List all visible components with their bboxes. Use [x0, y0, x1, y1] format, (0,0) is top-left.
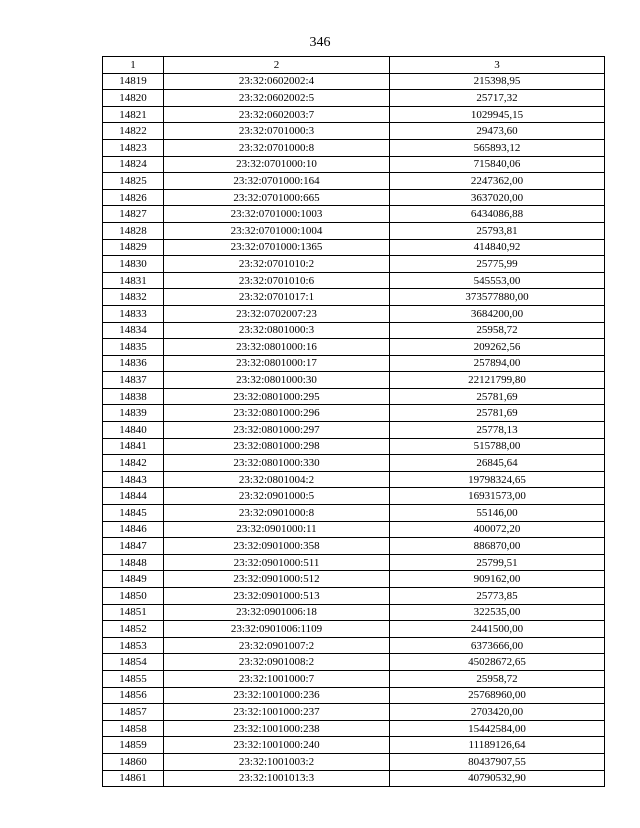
- row-number-cell: 14825: [103, 173, 164, 190]
- table-row: [103, 106, 605, 123]
- cadastral-number-cell: 23:32:0901000:358: [164, 538, 390, 555]
- table-row: [103, 438, 605, 455]
- data-table: [102, 56, 605, 787]
- row-number-cell: 14820: [103, 90, 164, 107]
- page-number: 346: [309, 35, 331, 50]
- row-number-cell: 14855: [103, 670, 164, 687]
- value-cell: 715840,06: [390, 156, 605, 173]
- table-row: [103, 90, 605, 107]
- row-number-cell: 14822: [103, 123, 164, 140]
- value-cell: 565893,12: [390, 139, 605, 156]
- table-row: [103, 588, 605, 605]
- value-cell: 26845,64: [390, 455, 605, 472]
- table-row: [103, 604, 605, 621]
- cadastral-number-cell: 23:32:0801000:297: [164, 422, 390, 439]
- cadastral-number-cell: 23:32:0701000:1004: [164, 222, 390, 239]
- table-row: [103, 670, 605, 687]
- table-row: [103, 289, 605, 306]
- value-cell: 209262,56: [390, 339, 605, 356]
- table-body: [103, 73, 605, 787]
- value-cell: 545553,00: [390, 272, 605, 289]
- cadastral-number-cell: 23:32:0701000:665: [164, 189, 390, 206]
- cadastral-number-cell: 23:32:0701000:3: [164, 123, 390, 140]
- row-number-cell: 14821: [103, 106, 164, 123]
- row-number-cell: 14854: [103, 654, 164, 671]
- cadastral-number-cell: 23:32:0701010:6: [164, 272, 390, 289]
- row-number-cell: 14823: [103, 139, 164, 156]
- table-header: [103, 57, 605, 74]
- value-cell: 15442584,00: [390, 720, 605, 737]
- row-number-cell: 14826: [103, 189, 164, 206]
- row-number-cell: 14833: [103, 305, 164, 322]
- row-number-cell: 14860: [103, 753, 164, 770]
- value-cell: 257894,00: [390, 355, 605, 372]
- table-row: [103, 571, 605, 588]
- table-row: [103, 720, 605, 737]
- row-number-cell: 14843: [103, 471, 164, 488]
- row-number-cell: 14844: [103, 488, 164, 505]
- cadastral-number-cell: 23:32:0701000:1003: [164, 206, 390, 223]
- table-row: [103, 538, 605, 555]
- row-number-cell: 14841: [103, 438, 164, 455]
- table-row: [103, 637, 605, 654]
- value-cell: 45028672,65: [390, 654, 605, 671]
- value-cell: 55146,00: [390, 505, 605, 522]
- cadastral-number-cell: 23:32:0901000:512: [164, 571, 390, 588]
- cadastral-number-cell: 23:32:0701000:164: [164, 173, 390, 190]
- cadastral-number-cell: 23:32:0901000:511: [164, 554, 390, 571]
- cadastral-number-cell: 23:32:1001000:240: [164, 737, 390, 754]
- row-number-cell: 14831: [103, 272, 164, 289]
- row-number-cell: 14832: [103, 289, 164, 306]
- table-row: [103, 355, 605, 372]
- row-number-cell: 14853: [103, 637, 164, 654]
- table-row: [103, 753, 605, 770]
- table-row: [103, 687, 605, 704]
- row-number-cell: 14859: [103, 737, 164, 754]
- cadastral-number-cell: 23:32:0901006:18: [164, 604, 390, 621]
- value-cell: 25717,32: [390, 90, 605, 107]
- cadastral-number-cell: 23:32:0801000:295: [164, 388, 390, 405]
- row-number-cell: 14828: [103, 222, 164, 239]
- cadastral-number-cell: 23:32:0901000:8: [164, 505, 390, 522]
- cadastral-number-cell: 23:32:0701000:1365: [164, 239, 390, 256]
- value-cell: 25781,69: [390, 388, 605, 405]
- cadastral-number-cell: 23:32:1001000:237: [164, 704, 390, 721]
- table-row: [103, 704, 605, 721]
- table-row: [103, 654, 605, 671]
- table-row: [103, 339, 605, 356]
- cadastral-number-cell: 23:32:0602002:5: [164, 90, 390, 107]
- value-cell: 6373666,00: [390, 637, 605, 654]
- row-number-cell: 14819: [103, 73, 164, 90]
- row-number-cell: 14829: [103, 239, 164, 256]
- cadastral-number-cell: 23:32:1001000:236: [164, 687, 390, 704]
- table-row: [103, 405, 605, 422]
- table-row: [103, 455, 605, 472]
- cadastral-number-cell: 23:32:1001000:238: [164, 720, 390, 737]
- value-cell: 886870,00: [390, 538, 605, 555]
- value-cell: 40790532,90: [390, 770, 605, 787]
- cadastral-number-cell: 23:32:0801004:2: [164, 471, 390, 488]
- header-cell-cadastral: 2: [164, 57, 390, 74]
- table-row: [103, 422, 605, 439]
- table-row: [103, 239, 605, 256]
- table-row: [103, 737, 605, 754]
- cadastral-number-cell: 23:32:0901000:513: [164, 588, 390, 605]
- value-cell: 909162,00: [390, 571, 605, 588]
- row-number-cell: 14848: [103, 554, 164, 571]
- row-number-cell: 14849: [103, 571, 164, 588]
- cadastral-number-cell: 23:32:0901000:5: [164, 488, 390, 505]
- table-row: [103, 173, 605, 190]
- value-cell: 515788,00: [390, 438, 605, 455]
- value-cell: 22121799,80: [390, 372, 605, 389]
- cadastral-number-cell: 23:32:1001000:7: [164, 670, 390, 687]
- value-cell: 2247362,00: [390, 173, 605, 190]
- value-cell: 29473,60: [390, 123, 605, 140]
- cadastral-number-cell: 23:32:0701000:8: [164, 139, 390, 156]
- table-row: [103, 388, 605, 405]
- cadastral-number-cell: 23:32:0701010:2: [164, 256, 390, 273]
- cadastral-number-cell: 23:32:0801000:296: [164, 405, 390, 422]
- row-number-cell: 14834: [103, 322, 164, 339]
- table-row: [103, 206, 605, 223]
- value-cell: 2441500,00: [390, 621, 605, 638]
- cadastral-number-cell: 23:32:0701017:1: [164, 289, 390, 306]
- table-row: [103, 123, 605, 140]
- cadastral-number-cell: 23:32:0801000:17: [164, 355, 390, 372]
- row-number-cell: 14839: [103, 405, 164, 422]
- value-cell: 25793,81: [390, 222, 605, 239]
- table-row: [103, 305, 605, 322]
- value-cell: 25778,13: [390, 422, 605, 439]
- table-row: [103, 621, 605, 638]
- row-number-cell: 14846: [103, 521, 164, 538]
- row-number-cell: 14838: [103, 388, 164, 405]
- table-row: [103, 521, 605, 538]
- value-cell: 3684200,00: [390, 305, 605, 322]
- row-number-cell: 14842: [103, 455, 164, 472]
- value-cell: 11189126,64: [390, 737, 605, 754]
- value-cell: 373577880,00: [390, 289, 605, 306]
- value-cell: 414840,92: [390, 239, 605, 256]
- value-cell: 2703420,00: [390, 704, 605, 721]
- cadastral-number-cell: 23:32:0602002:4: [164, 73, 390, 90]
- value-cell: 25799,51: [390, 554, 605, 571]
- value-cell: 80437907,55: [390, 753, 605, 770]
- row-number-cell: 14845: [103, 505, 164, 522]
- value-cell: 25768960,00: [390, 687, 605, 704]
- cadastral-number-cell: 23:32:0901000:11: [164, 521, 390, 538]
- cadastral-number-cell: 23:32:0801000:16: [164, 339, 390, 356]
- table-row: [103, 222, 605, 239]
- cadastral-number-cell: 23:32:0801000:3: [164, 322, 390, 339]
- cadastral-number-cell: 23:32:1001003:2: [164, 753, 390, 770]
- table-row: [103, 554, 605, 571]
- cadastral-number-cell: 23:32:0801000:298: [164, 438, 390, 455]
- row-number-cell: 14840: [103, 422, 164, 439]
- table-row: [103, 770, 605, 787]
- row-number-cell: 14824: [103, 156, 164, 173]
- value-cell: 25958,72: [390, 322, 605, 339]
- row-number-cell: 14861: [103, 770, 164, 787]
- value-cell: 6434086,88: [390, 206, 605, 223]
- cadastral-number-cell: 23:32:0801000:330: [164, 455, 390, 472]
- row-number-cell: 14850: [103, 588, 164, 605]
- row-number-cell: 14857: [103, 704, 164, 721]
- table-row: [103, 256, 605, 273]
- row-number-cell: 14858: [103, 720, 164, 737]
- row-number-cell: 14856: [103, 687, 164, 704]
- row-number-cell: 14837: [103, 372, 164, 389]
- header-cell-value: 3: [390, 57, 605, 74]
- table-row: [103, 471, 605, 488]
- table-row: [103, 139, 605, 156]
- value-cell: 25958,72: [390, 670, 605, 687]
- value-cell: 322535,00: [390, 604, 605, 621]
- table-row: [103, 272, 605, 289]
- value-cell: 25781,69: [390, 405, 605, 422]
- table-row: [103, 322, 605, 339]
- cadastral-number-cell: 23:32:0801000:30: [164, 372, 390, 389]
- cadastral-number-cell: 23:32:0702007:23: [164, 305, 390, 322]
- value-cell: 19798324,65: [390, 471, 605, 488]
- row-number-cell: 14836: [103, 355, 164, 372]
- table-row: [103, 505, 605, 522]
- row-number-cell: 14852: [103, 621, 164, 638]
- cadastral-number-cell: 23:32:0901007:2: [164, 637, 390, 654]
- header-cell-number: 1: [103, 57, 164, 74]
- value-cell: 25773,85: [390, 588, 605, 605]
- table-row: [103, 488, 605, 505]
- table-row: [103, 156, 605, 173]
- value-cell: 25775,99: [390, 256, 605, 273]
- value-cell: 215398,95: [390, 73, 605, 90]
- table-row: [103, 372, 605, 389]
- row-number-cell: 14830: [103, 256, 164, 273]
- row-number-cell: 14827: [103, 206, 164, 223]
- cadastral-number-cell: 23:32:0901006:1109: [164, 621, 390, 638]
- header-row: [103, 57, 605, 74]
- cadastral-number-cell: 23:32:1001013:3: [164, 770, 390, 787]
- cadastral-number-cell: 23:32:0901008:2: [164, 654, 390, 671]
- table-row: [103, 189, 605, 206]
- table-row: [103, 73, 605, 90]
- cadastral-number-cell: 23:32:0701000:10: [164, 156, 390, 173]
- value-cell: 3637020,00: [390, 189, 605, 206]
- cadastral-number-cell: 23:32:0602003:7: [164, 106, 390, 123]
- row-number-cell: 14851: [103, 604, 164, 621]
- row-number-cell: 14847: [103, 538, 164, 555]
- row-number-cell: 14835: [103, 339, 164, 356]
- value-cell: 400072,20: [390, 521, 605, 538]
- value-cell: 16931573,00: [390, 488, 605, 505]
- value-cell: 1029945,15: [390, 106, 605, 123]
